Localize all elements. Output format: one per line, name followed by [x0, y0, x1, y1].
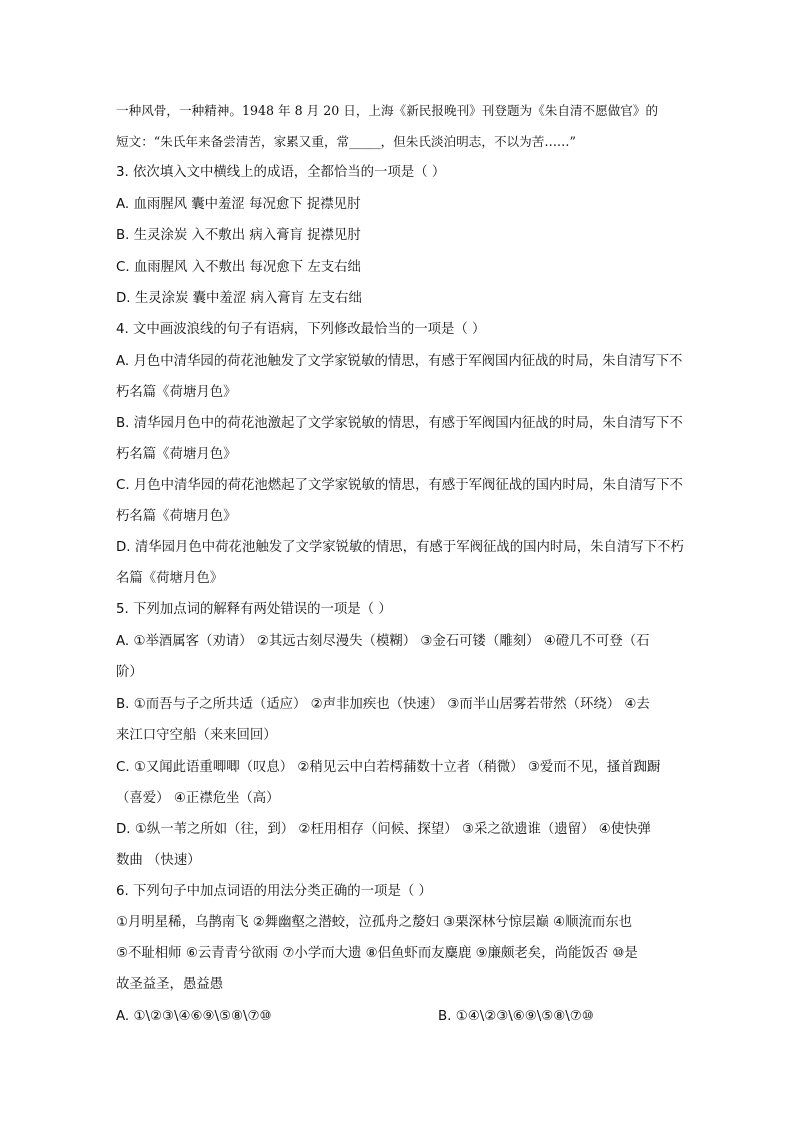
intro-line-1: 一种风骨，一种精神。1948 年 8 月 20 日，上海《新民报晚刊》刊登题为《朱自清不愿做官》的 [116, 103, 659, 118]
question-5-stem: 5. 下列加点词的解释有两处错误的一项是（ ） [116, 602, 392, 617]
question-4-option-d-line-1: D. 清华园月色中荷花池触发了文学家锐敏的情思，有感于军阀征战的国内时局，朱自清写下不朽 [116, 540, 684, 555]
question-4-option-a-line-1: A. 月色中清华园的荷花池触发了文学家锐敏的情思，有感于军阀国内征战的时局，朱自清写下不 [116, 354, 683, 369]
question-5-option-b-line-1: B. ①而吾与子之所共适（适应） ②声非加疾也（快速） ③而半山居雾若带然（环绕） ④去 [116, 697, 650, 712]
question-4-option-c-line-2: 朽名篇《荷塘月色》 [116, 509, 237, 524]
question-6-option-b: B. ①④\②③\⑥⑨\⑤⑧\⑦⑩ [438, 1009, 594, 1024]
question-5-option-a-line-2: 阶） [116, 665, 143, 680]
question-4-option-c-line-1: C. 月色中清华园的荷花池燃起了文学家锐敏的情思，有感于军阀征战的国内时局，朱自清写下不 [116, 478, 683, 493]
question-5-option-d-line-1: D. ①纵一苇之所如（往，到） ②枉用相存（问候、探望） ③采之欲遗谁（遗留） ④使快弹 [116, 822, 651, 837]
question-3-option-d: D. 生灵涂炭 囊中羞涩 病入膏肓 左支右绌 [116, 291, 362, 306]
question-4-option-a-line-2: 朽名篇《荷塘月色》 [116, 385, 237, 400]
question-6-stem: 6. 下列句子中加点词语的用法分类正确的一项是（ ） [116, 884, 432, 899]
question-3-option-c: C. 血雨腥风 入不敷出 每况愈下 左支右绌 [116, 260, 361, 275]
question-5-option-b-line-2: 来江口守空船（来来回回） [116, 728, 277, 743]
question-3-option-b: B. 生灵涂炭 入不敷出 病入膏肓 捉襟见肘 [116, 228, 361, 243]
question-5-option-c-line-2: （喜爱） ④正襟危坐（高） [116, 791, 280, 806]
question-6-sentences-line-3: 故圣益圣，愚益愚 [116, 977, 224, 992]
intro-line-2: 短文：“朱氏年来备尝清苦，家累又重，常_____，但朱氏淡泊明志，不以为苦……” [116, 134, 576, 149]
question-4-stem: 4. 文中画波浪线的句子有语病，下列修改最恰当的一项是（ ） [116, 322, 486, 337]
question-5-option-c-line-1: C. ①又闻此语重唧唧（叹息） ②稍见云中白若樗蒱数十立者（稍微） ③爱而不见，搔首踟蹰 [116, 760, 661, 775]
question-6-sentences-line-1: ①月明星稀，乌鹊南飞 ②舞幽壑之潜蛟，泣孤舟之嫠妇 ③栗深林兮惊层巅 ④顺流而东也 [116, 915, 633, 930]
question-6-sentences-line-2: ⑤不耻相师 ⑥云青青兮欲雨 ⑦小学而大遗 ⑧侣鱼虾而友麋鹿 ⑨廉颇老矣，尚能饭否 ⑩是 [116, 946, 638, 961]
question-4-option-b-line-2: 朽名篇《荷塘月色》 [116, 447, 237, 462]
question-5-option-a-line-1: A. ①举酒属客（劝请） ②其远古刻尽漫失（模糊） ③金石可镂（雕刻） ④磴几不可登（石 [116, 634, 650, 649]
question-5-option-d-line-2: 数曲 （快速） [116, 853, 201, 868]
question-6-option-a: A. ①\②③\④⑥⑨\⑤⑧\⑦⑩ [116, 1009, 272, 1024]
question-3-option-a: A. 血雨腥风 囊中羞涩 每况愈下 捉襟见肘 [116, 197, 361, 212]
question-4-option-d-line-2: 名篇《荷塘月色》 [116, 571, 224, 586]
question-3-stem: 3. 依次填入文中横线上的成语，全都恰当的一项是（ ） [116, 165, 446, 180]
question-4-option-b-line-1: B. 清华园月色中的荷花池激起了文学家锐敏的情思，有感于军阀国内征战的时局，朱自清写下不 [116, 416, 683, 431]
